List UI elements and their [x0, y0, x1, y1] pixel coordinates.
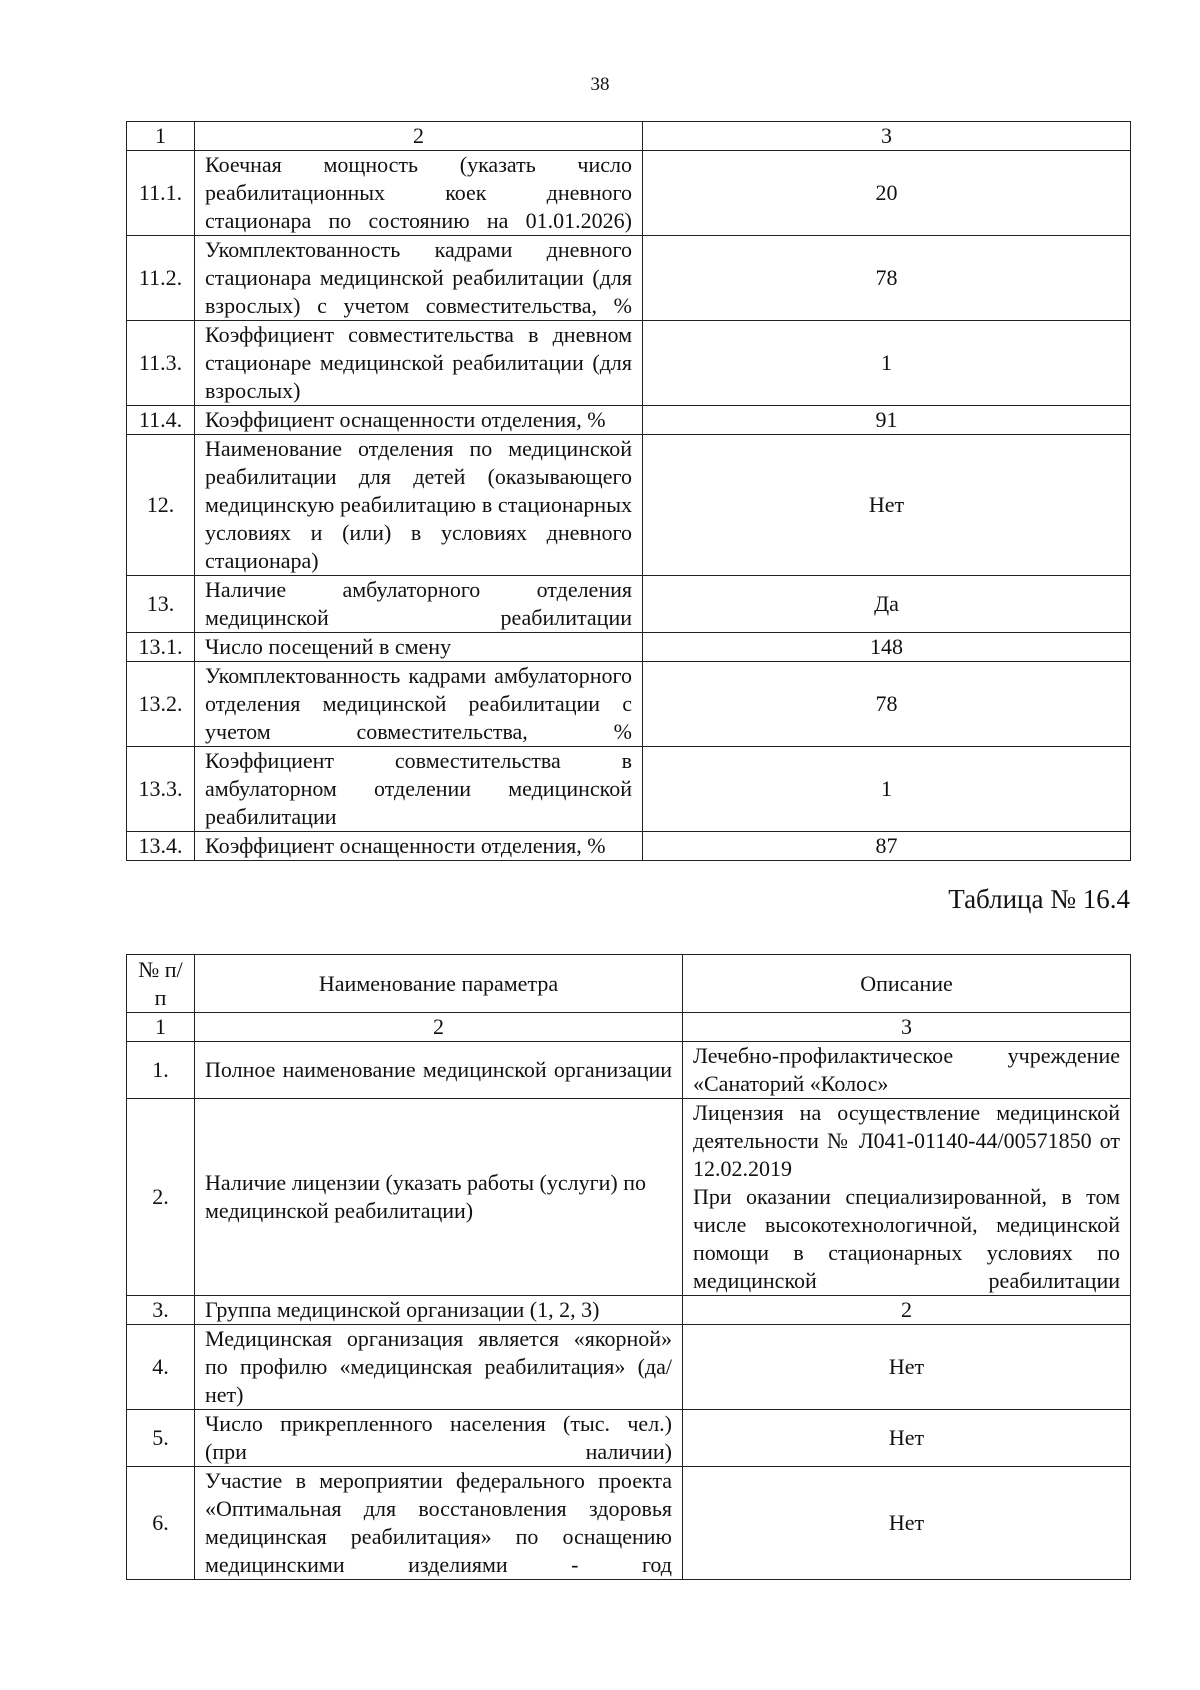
- parameter-name: Коэффициент оснащенности отделения, %: [195, 832, 643, 861]
- row-number: 1.: [127, 1042, 195, 1099]
- row-number: 13.: [127, 576, 195, 633]
- license-scope-text: При оказании специализированной, в том числе высокотехнологичной, медицинской помощи в стационарных условиях по медицинской реабилитации: [693, 1184, 1120, 1293]
- header-number: № п/п: [127, 955, 195, 1013]
- column-number-cell: 2: [195, 122, 643, 151]
- parameter-value: Нет: [643, 435, 1131, 576]
- row-number: 13.2.: [127, 662, 195, 747]
- column-number-cell: 3: [683, 1013, 1131, 1042]
- header-row: [127, 955, 1131, 1013]
- parameter-name: Наличие амбулаторного отделения медицинской реабилитации: [195, 576, 643, 633]
- parameter-value: Нет: [683, 1410, 1131, 1467]
- table-row: [127, 435, 1131, 576]
- parameter-value: Нет: [683, 1325, 1131, 1410]
- table-row: [127, 1410, 1131, 1467]
- parameter-name: Участие в мероприятии федерального проекта «Оптимальная для восстановления здоровья медицинская реабилитация» по оснащению медицинскими изделиями - год: [195, 1467, 683, 1580]
- page-number: 38: [590, 74, 610, 95]
- column-number-cell: 1: [127, 1013, 195, 1042]
- parameter-value: 78: [643, 236, 1131, 321]
- column-number-cell: 1: [127, 122, 195, 151]
- parameter-description: Лечебно-профилактическое учреждение «Санаторий «Колос»: [683, 1042, 1131, 1099]
- table-row: [127, 832, 1131, 861]
- table-row: [127, 633, 1131, 662]
- table-row: [127, 662, 1131, 747]
- table-row: [127, 1099, 1131, 1296]
- table-row: [127, 747, 1131, 832]
- column-number-row: [127, 122, 1131, 151]
- parameter-description: [683, 1099, 1131, 1296]
- row-number: 11.3.: [127, 321, 195, 406]
- parameter-value: 87: [643, 832, 1131, 861]
- table-row: [127, 1296, 1131, 1325]
- parameter-value: Да: [643, 576, 1131, 633]
- table-caption: Таблица № 16.4: [948, 884, 1130, 914]
- parameters-table-continued: [126, 121, 1131, 861]
- parameter-name: Наличие лицензии (указать работы (услуги) по медицинской реабилитации): [195, 1099, 683, 1296]
- license-text: Лицензия на осуществление медицинской деятельности № Л041-01140-44/00571850 от 12.02.2019: [693, 1100, 1120, 1181]
- parameter-value: 91: [643, 406, 1131, 435]
- row-number: 13.1.: [127, 633, 195, 662]
- parameter-name: Коэффициент совместительства в амбулаторном отделении медицинской реабилитации: [195, 747, 643, 832]
- header-parameter-name: Наименование параметра: [195, 955, 683, 1013]
- row-number: 13.4.: [127, 832, 195, 861]
- row-number: 4.: [127, 1325, 195, 1410]
- row-number: 12.: [127, 435, 195, 576]
- table-row: [127, 1042, 1131, 1099]
- parameter-name: Число посещений в смену: [195, 633, 643, 662]
- row-number: 5.: [127, 1410, 195, 1467]
- row-number: 2.: [127, 1099, 195, 1296]
- parameter-name: Полное наименование медицинской организации: [195, 1042, 683, 1099]
- row-number: 11.2.: [127, 236, 195, 321]
- parameter-value: 148: [643, 633, 1131, 662]
- parameter-value: 1: [643, 747, 1131, 832]
- row-number: 13.3.: [127, 747, 195, 832]
- parameter-name: Группа медицинской организации (1, 2, 3): [195, 1296, 683, 1325]
- parameter-name: Укомплектованность кадрами амбулаторного отделения медицинской реабилитации с учетом совместительства, %: [195, 662, 643, 747]
- parameter-name: Укомплектованность кадрами дневного стационара медицинской реабилитации (для взрослых) с учетом совместительства, %: [195, 236, 643, 321]
- parameter-name: Коечная мощность (указать число реабилитационных коек дневного стационара по состоянию на 01.01.2026): [195, 151, 643, 236]
- parameter-value: 2: [683, 1296, 1131, 1325]
- table-row: [127, 576, 1131, 633]
- row-number: 11.4.: [127, 406, 195, 435]
- column-number-cell: 3: [643, 122, 1131, 151]
- table-row: [127, 1467, 1131, 1580]
- parameter-value: Нет: [683, 1467, 1131, 1580]
- parameter-name: Медицинская организация является «якорной» по профилю «медицинская реабилитация» (да/нет): [195, 1325, 683, 1410]
- parameter-value: 20: [643, 151, 1131, 236]
- row-number: 3.: [127, 1296, 195, 1325]
- column-number-cell: 2: [195, 1013, 683, 1042]
- parameter-name: Коэффициент совместительства в дневном стационаре медицинской реабилитации (для взрослых): [195, 321, 643, 406]
- column-number-row: [127, 1013, 1131, 1042]
- table-row: [127, 1325, 1131, 1410]
- parameter-value: 78: [643, 662, 1131, 747]
- table-row: [127, 151, 1131, 236]
- table-row: [127, 321, 1131, 406]
- table-row: [127, 236, 1131, 321]
- parameter-value: 1: [643, 321, 1131, 406]
- row-number: 11.1.: [127, 151, 195, 236]
- header-description: Описание: [683, 955, 1131, 1013]
- parameter-name: Число прикрепленного населения (тыс. чел.) (при наличии): [195, 1410, 683, 1467]
- parameter-name: Наименование отделения по медицинской реабилитации для детей (оказывающего медицинскую реабилитацию в стационарных условиях и (или) в условиях дневного стационара): [195, 435, 643, 576]
- row-number: 6.: [127, 1467, 195, 1580]
- organization-table: [126, 954, 1131, 1580]
- table-row: [127, 406, 1131, 435]
- parameter-name: Коэффициент оснащенности отделения, %: [195, 406, 643, 435]
